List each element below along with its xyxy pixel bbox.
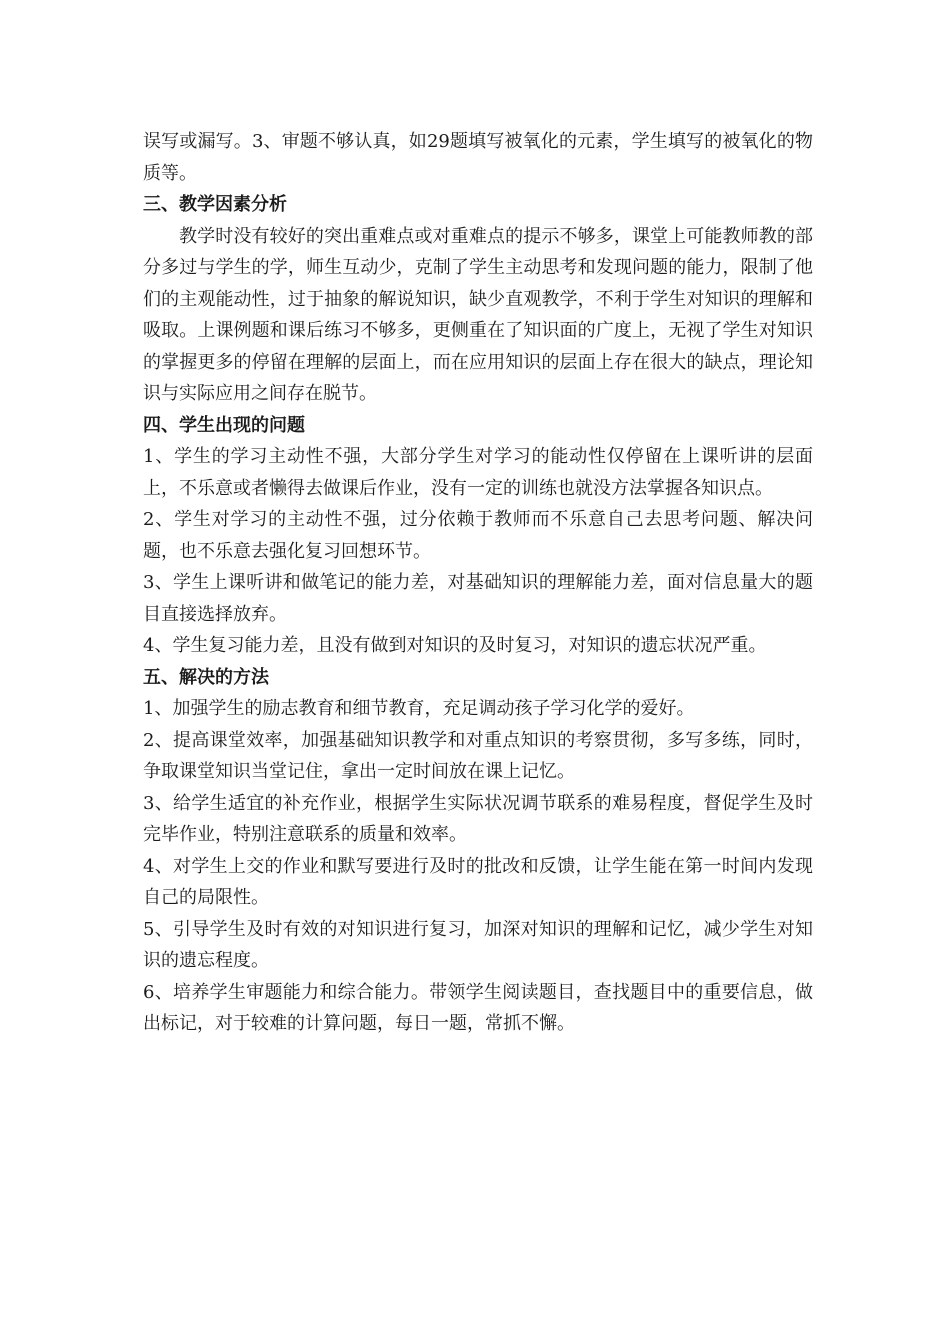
section-4-item-3: 3、学生上课听讲和做笔记的能力差，对基础知识的理解能力差，面对信息量大的题目直接选择放弃。 [143,572,813,625]
section-5-item-2: 2、提高课堂效率，加强基础知识教学和对重点知识的考察贯彻，多写多练，同时，争取课堂知识当堂记住，拿出一定时间放在课上记忆。 [143,729,813,782]
section-5-item-4: 4、对学生上交的作业和默写要进行及时的批改和反馈，让学生能在第一时间内发现自己的局限性。 [143,855,813,908]
section-5-item-1: 1、加强学生的励志教育和细节教育，充足调动孩子学习化学的爱好。 [143,698,695,719]
section-3-body-paragraph: 教学时没有较好的突出重难点或对重难点的提示不够多，课堂上可能教师教的部分多过与学生的学，师生互动少，克制了学生主动思考和发现问题的能力，限制了他们的主观能动性，过于抽象的解说知识，缺少直观教学，不利于学生对知识的理解和吸取。上课例题和课后练习不够多，更侧重在了知识面的广度上，无视了学生对知识的掌握更多的停留在理解的层面上，而在应用知识的层面上存在很大的缺点，理论知识与实际应用之间存在脱节。 [143,225,813,404]
section-3-heading: 三、教学因素分析 [143,194,287,215]
section-5-item-3: 3、给学生适宜的补充作业，根据学生实际状况调节联系的难易程度，督促学生及时完毕作业，特别注意联系的质量和效率。 [143,792,813,845]
section-5-item-5: 5、引导学生及时有效的对知识进行复习，加深对知识的理解和记忆，减少学生对知识的遗忘程度。 [143,918,813,971]
section-5-item-6: 6、培养学生审题能力和综合能力。带领学生阅读题目，查找题目中的重要信息，做出标记，对于较难的计算问题，每日一题，常抓不懈。 [143,981,813,1034]
section-4-item-2: 2、学生对学习的主动性不强，过分依赖于教师而不乐意自己去思考问题、解决问题，也不乐意去强化复习回想环节。 [143,509,813,562]
document-page [143,126,813,1040]
section-4-item-4: 4、学生复习能力差，且没有做到对知识的及时复习，对知识的遗忘状况严重。 [143,635,767,656]
section-5-heading: 五、解决的方法 [143,666,269,688]
section-4-item-1: 1、学生的学习主动性不强，大部分学生对学习的能动性仅停留在上课听讲的层面上，不乐意或者懒得去做课后作业，没有一定的训练也就没方法掌握各知识点。 [143,446,813,499]
section-4-heading: 四、学生出现的问题 [143,414,305,436]
intro-continuation-paragraph: 误写或漏写。3、审题不够认真，如29题填写被氧化的元素，学生填写的被氧化的物质等。 [143,131,813,184]
